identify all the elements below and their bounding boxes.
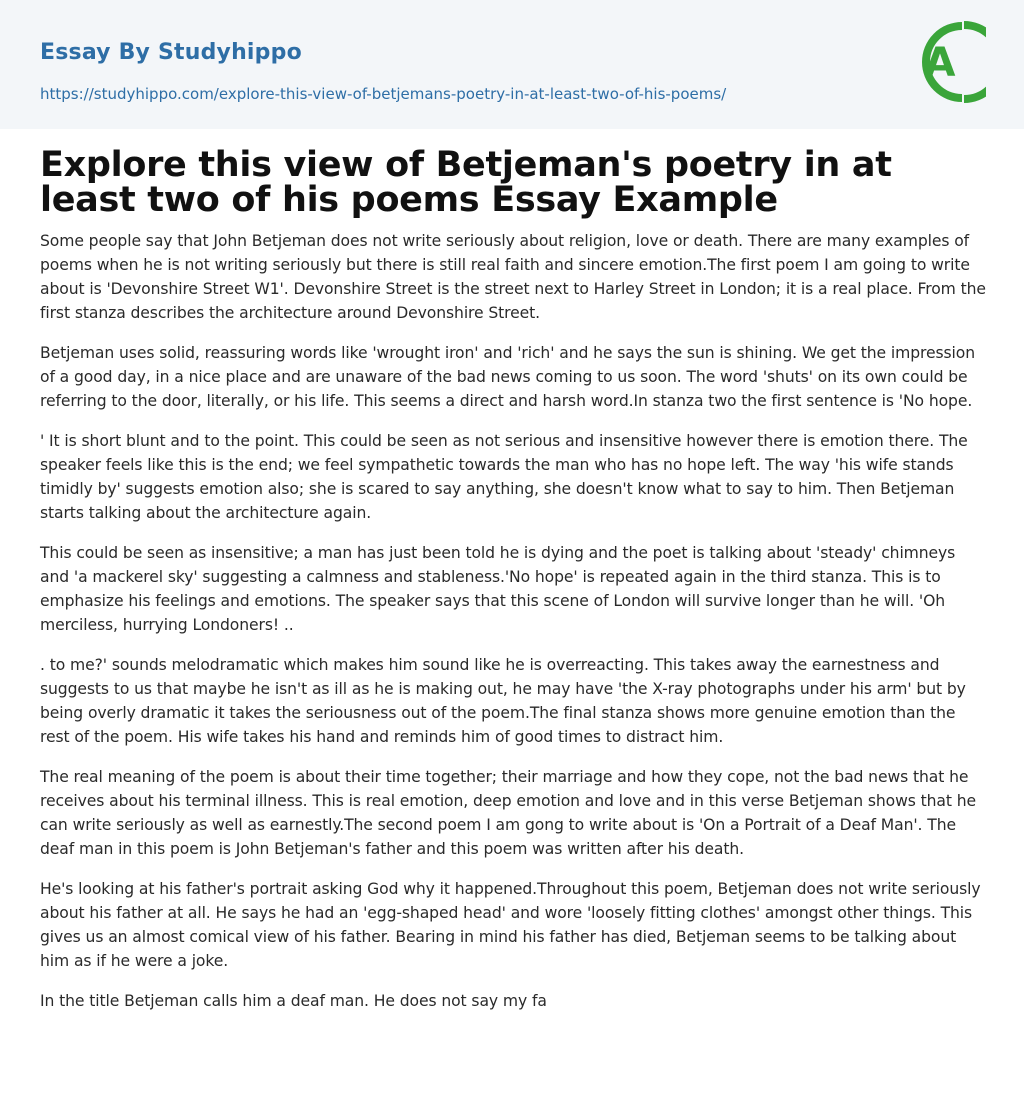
article-paragraph: He's looking at his father's portrait asking God why it happened.Throughout this poem, Betjeman does not write seriously about his father at all. He says he had an 'egg-shaped head' and wore 'loosely fitting clothes' amongst other things. This gives us an almost comical view of his father. Bearing in mind his father has died, Betjeman seems to be talking about him as if he were a joke. [40, 880, 981, 970]
logo-letter: A [924, 40, 956, 86]
article-paragraph: Betjeman uses solid, reassuring words like 'wrought iron' and 'rich' and he says the sun is shining. We get the impression of a good day, in a nice place and are unaware of the bad news coming to us soon. The word 'shuts' on its own could be referring to the door, literally, or his life. This seems a direct and harsh word.In stanza two the first sentence is 'No hope. [40, 344, 975, 410]
article-paragraph: The real meaning of the poem is about their time together; their marriage and how they cope, not the bad news that he receives about his terminal illness. This is real emotion, deep emotion and love and in this verse Betjeman shows that he can write seriously as well as earnestly.The second poem I am gong to write about is 'On a Portrait of a Deaf Man'. The deaf man in this poem is John Betjeman's father and this poem was written after his death. [40, 768, 977, 858]
article-body [40, 229, 986, 1013]
site-header [0, 0, 1024, 129]
article-paragraph: This could be seen as insensitive; a man has just been told he is dying and the poet is talking about 'steady' chimneys and 'a mackerel sky' suggesting a calmness and stableness.'No hope' is repeated again in the third stanza. This is to emphasize his feelings and emotions. The speaker says that this scene of London will survive longer than he will. 'Oh merciless, hurrying Londoners! .. [40, 544, 956, 634]
studyhippo-logo-icon[interactable] [914, 20, 986, 104]
site-brand[interactable]: Essay By Studyhippo [40, 40, 302, 65]
article-paragraph: . to me?' sounds melodramatic which makes him sound like he is overreacting. This takes away the earnestness and suggests to us that maybe he isn't as ill as he is making out, he may have 'the X-ray photographs under his arm' but by being overly dramatic it takes the seriousness out of the poem.The final stanza shows more genuine emotion than the rest of the poem. His wife takes his hand and reminds him of good times to distract him. [40, 656, 966, 746]
article-paragraph: Some people say that John Betjeman does not write seriously about religion, love or death. There are many examples of poems when he is not writing seriously but there is still real faith and sincere emotion.The first poem I am going to write about is 'Devonshire Street W1'. Devonshire Street is the street next to Harley Street in London; it is a real place. From the first stanza describes the architecture around Devonshire Street. [40, 232, 986, 322]
page-url-link[interactable]: https://studyhippo.com/explore-this-view-of-betjemans-poetry-in-at-least-two-of-his-poems/ [40, 85, 727, 103]
article [40, 145, 986, 1013]
article-title: Explore this view of Betjeman's poetry in at least two of his poems Essay Example [40, 145, 892, 220]
article-paragraph: ' It is short blunt and to the point. This could be seen as not serious and insensitive however there is emotion there. The speaker feels like this is the end; we feel sympathetic towards the man who has no hope left. The way 'his wife stands timidly by' suggests emotion also; she is scared to say anything, she doesn't know what to say to him. Then Betjeman starts talking about the architecture again. [40, 432, 968, 522]
article-paragraph: In the title Betjeman calls him a deaf man. He does not say my fa [40, 992, 547, 1010]
